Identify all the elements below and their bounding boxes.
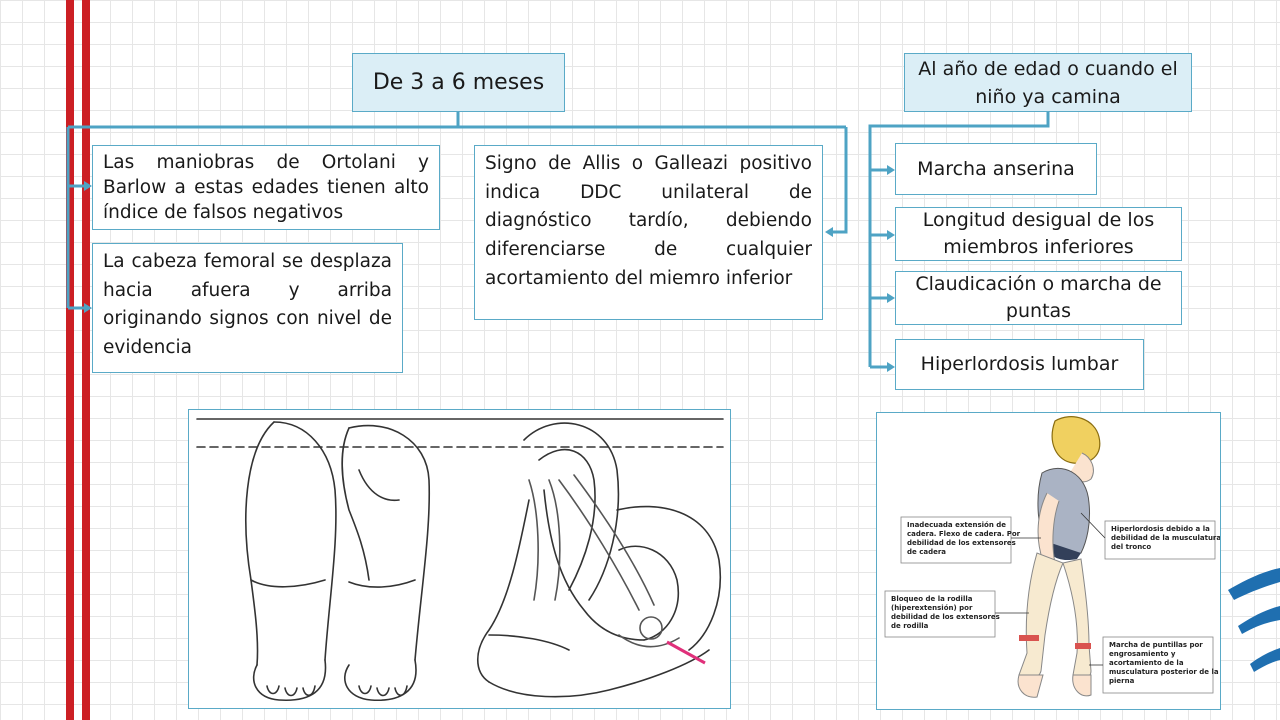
femoral-head-text: La cabeza femoral se desplaza hacia afuera y arriba originando signos con nivel de evidencia	[103, 251, 392, 358]
hiperlordosis-text: Hiperlordosis lumbar	[920, 353, 1119, 375]
longitud-desigual-box	[895, 207, 1182, 261]
gait-label-line: debilidad de los extensores	[907, 539, 1016, 547]
child-gait-illustration	[876, 412, 1221, 710]
ortolani-barlow-text: Las maniobras de Ortolani y Barlow a estas edades tienen alto índice de falsos negativos	[103, 152, 429, 223]
left-header-box	[352, 53, 565, 112]
longitud-desigual-text: Longitud desigual de los miembros inferiores	[922, 209, 1155, 258]
gait-label-line: Marcha de puntillas por	[1109, 641, 1203, 649]
hiperlordosis-box	[895, 339, 1144, 390]
femoral-head-box	[92, 243, 403, 373]
gait-label-line: musculatura posterior de la	[1109, 668, 1219, 676]
gait-label-line: Bloqueo de la rodilla	[891, 595, 973, 603]
claudicacion-text: Claudicación o marcha de puntas	[915, 273, 1162, 322]
gait-label-line: pierna	[1109, 677, 1135, 685]
blue-brush-decoration	[1220, 560, 1280, 700]
gait-label-line: del tronco	[1111, 543, 1152, 551]
ortolani-barlow-box	[92, 145, 440, 230]
gait-label-line: (hiperextensión) por	[891, 604, 973, 612]
gait-label-line: de rodilla	[891, 622, 929, 630]
gait-drawing	[877, 413, 1220, 709]
right-header-text: Al año de edad o cuando el niño ya camina	[918, 57, 1178, 108]
gait-label-line: debilidad de la musculatura	[1111, 534, 1220, 542]
infant-hips-illustration	[188, 409, 731, 709]
gait-label-line: acortamiento de la	[1109, 659, 1184, 667]
gait-label-line: Inadecuada extensión de	[907, 521, 1006, 529]
left-header-text: De 3 a 6 meses	[372, 70, 545, 95]
allis-galleazi-box	[474, 145, 823, 320]
allis-sign-drawing	[189, 410, 730, 708]
allis-galleazi-text: Signo de Allis o Galleazi positivo indica DDC unilateral de diagnóstico tardío, debiendo diferenciarse de cualquier acortamiento del miemro inferior	[485, 153, 812, 289]
gait-label-line: cadera. Flexo de cadera. Por	[907, 530, 1021, 538]
marcha-anserina-box	[895, 143, 1097, 195]
gait-label-line: debilidad de los extensores	[891, 613, 1000, 621]
gait-label-line: de cadera	[907, 548, 947, 556]
marcha-anserina-text: Marcha anserina	[917, 157, 1075, 180]
right-header-box	[904, 53, 1192, 112]
gait-label-line: engrosamiento y	[1109, 650, 1176, 658]
claudicacion-box	[895, 271, 1182, 325]
gait-label-line: Hiperlordosis debido a la	[1111, 525, 1210, 533]
